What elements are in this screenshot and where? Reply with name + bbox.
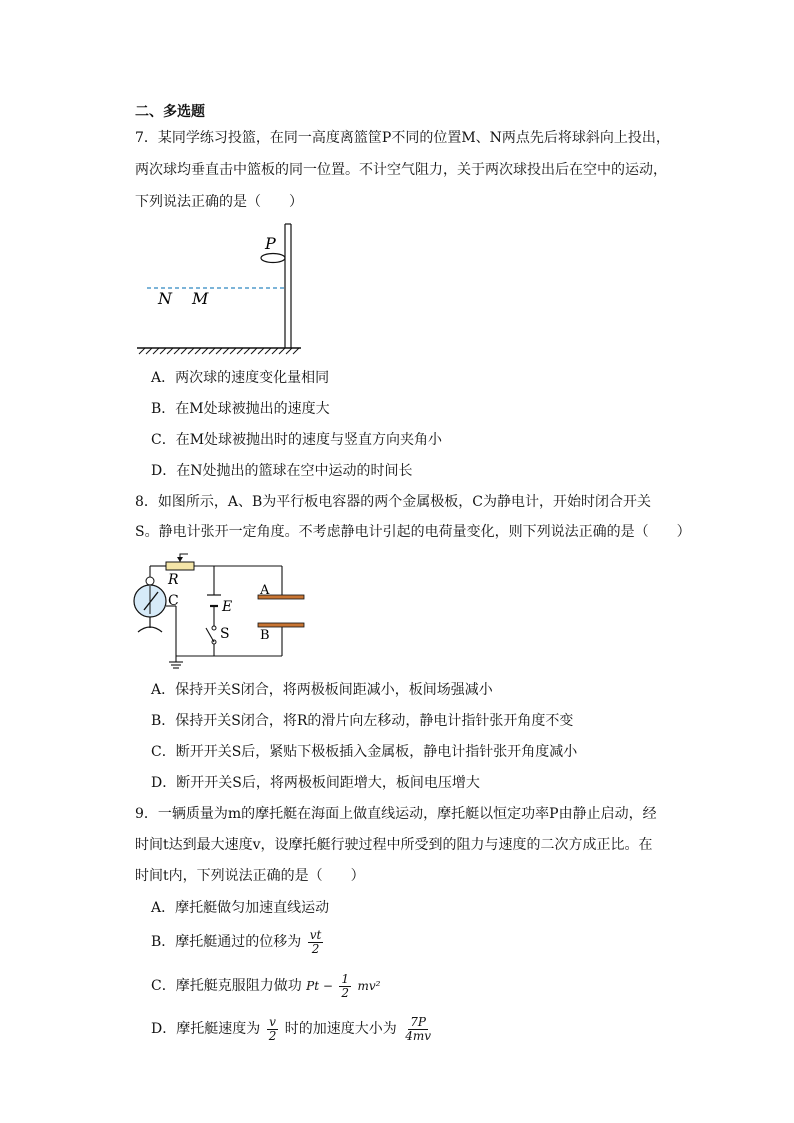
q9-option-d-fraction-1: $\frac{v}{2}$ bbox=[268, 1014, 277, 1043]
q8-stem-line-2: S。静电计张开一定角度。不考虑静电计引起的电荷量变化，则下列说法正确的是（ ） bbox=[135, 524, 691, 540]
rheostat-r bbox=[166, 562, 194, 570]
ground-hatching bbox=[139, 348, 299, 354]
q8-option-c: C．断开开关S后，紧贴下极板插入金属板，静电计指针张开角度减小 bbox=[151, 744, 578, 760]
q9-stem-line-3: 时间t内，下列说法正确的是（ ） bbox=[135, 868, 365, 884]
label-n: N bbox=[158, 289, 172, 308]
q8-stem-line-1: 8．如图所示，A、B为平行板电容器的两个金属极板，C为静电计，开始时闭合开关 bbox=[135, 494, 652, 510]
label-r: R bbox=[168, 572, 179, 588]
q7-option-b: B．在M处球被抛出的速度大 bbox=[151, 401, 330, 417]
q7-option-c: C．在M处球被抛出时的速度与竖直方向夹角小 bbox=[151, 432, 443, 448]
switch-top-contact bbox=[212, 626, 216, 630]
q8-option-d: D．断开开关S后，将两极板间距增大，板间电压增大 bbox=[151, 775, 480, 791]
q8-option-a: A．保持开关S闭合，将两极板间距减小，板间场强减小 bbox=[151, 682, 493, 698]
q8-circuit-figure bbox=[128, 548, 308, 670]
hoop-ellipse bbox=[261, 254, 285, 263]
electrometer-knob bbox=[146, 577, 154, 585]
q9-option-d bbox=[151, 1014, 435, 1044]
q9-option-c bbox=[151, 972, 380, 1000]
q9-option-c-expr-left: Pt − bbox=[306, 979, 333, 993]
q7-stem-line-1: 7．某同学练习投篮，在同一高度离篮筐P不同的位置M、N两点先后将球斜向上投出， bbox=[135, 130, 670, 146]
label-m: M bbox=[192, 289, 209, 308]
q9-stem-line-2: 时间t达到最大速度v，设摩托艇行驶过程中所受到的阻力与速度的二次方成正比。在 bbox=[135, 837, 653, 853]
q9-option-b-fraction: $\frac{vt}{2}$ bbox=[309, 927, 322, 956]
q9-option-b-text: B．摩托艇通过的位移为 bbox=[151, 934, 302, 950]
rheostat-slider-arrow bbox=[177, 557, 183, 562]
label-e: E bbox=[222, 599, 233, 615]
q7-basketball-figure bbox=[135, 220, 305, 358]
q7-option-d: D．在N处抛出的篮球在空中运动的时间长 bbox=[151, 463, 413, 479]
q9-option-d-fraction-2: $\frac{7P}{4mv}$ bbox=[405, 1014, 432, 1043]
q9-option-c-fraction: $\frac{1}{2}$ bbox=[341, 971, 350, 1000]
capacitor-plate-b bbox=[258, 623, 304, 627]
q9-option-a: A．摩托艇做匀加速直线运动 bbox=[151, 900, 330, 916]
label-b: B bbox=[260, 628, 270, 643]
label-p: P bbox=[265, 234, 276, 253]
q9-option-d-mid-text: 时的加速度大小为 bbox=[284, 1021, 397, 1037]
q9-option-c-expr-right: mv² bbox=[357, 979, 381, 993]
q9-option-b bbox=[151, 928, 325, 956]
q7-stem-line-2: 两次球均垂直击中篮板的同一位置。不计空气阻力，关于两次球投出后在空中的运动， bbox=[135, 162, 667, 178]
q7-stem-line-3: 下列说法正确的是（ ） bbox=[135, 194, 303, 210]
label-c: C bbox=[168, 593, 179, 609]
q9-stem-line-1: 9．一辆质量为m的摩托艇在海面上做直线运动，摩托艇以恒定功率P由静止启动，经 bbox=[135, 806, 657, 822]
q7-option-a: A．两次球的速度变化量相同 bbox=[151, 370, 330, 386]
q9-option-d-text: D．摩托艇速度为 bbox=[151, 1021, 261, 1037]
section-title: 二、多选题 bbox=[135, 104, 205, 120]
label-a: A bbox=[260, 583, 270, 598]
q9-option-c-text: C．摩托艇克服阻力做功 bbox=[151, 978, 302, 994]
label-s: S bbox=[220, 626, 230, 642]
q8-option-b: B．保持开关S闭合，将R的滑片向左移动，静电计指针张开角度不变 bbox=[151, 713, 574, 729]
